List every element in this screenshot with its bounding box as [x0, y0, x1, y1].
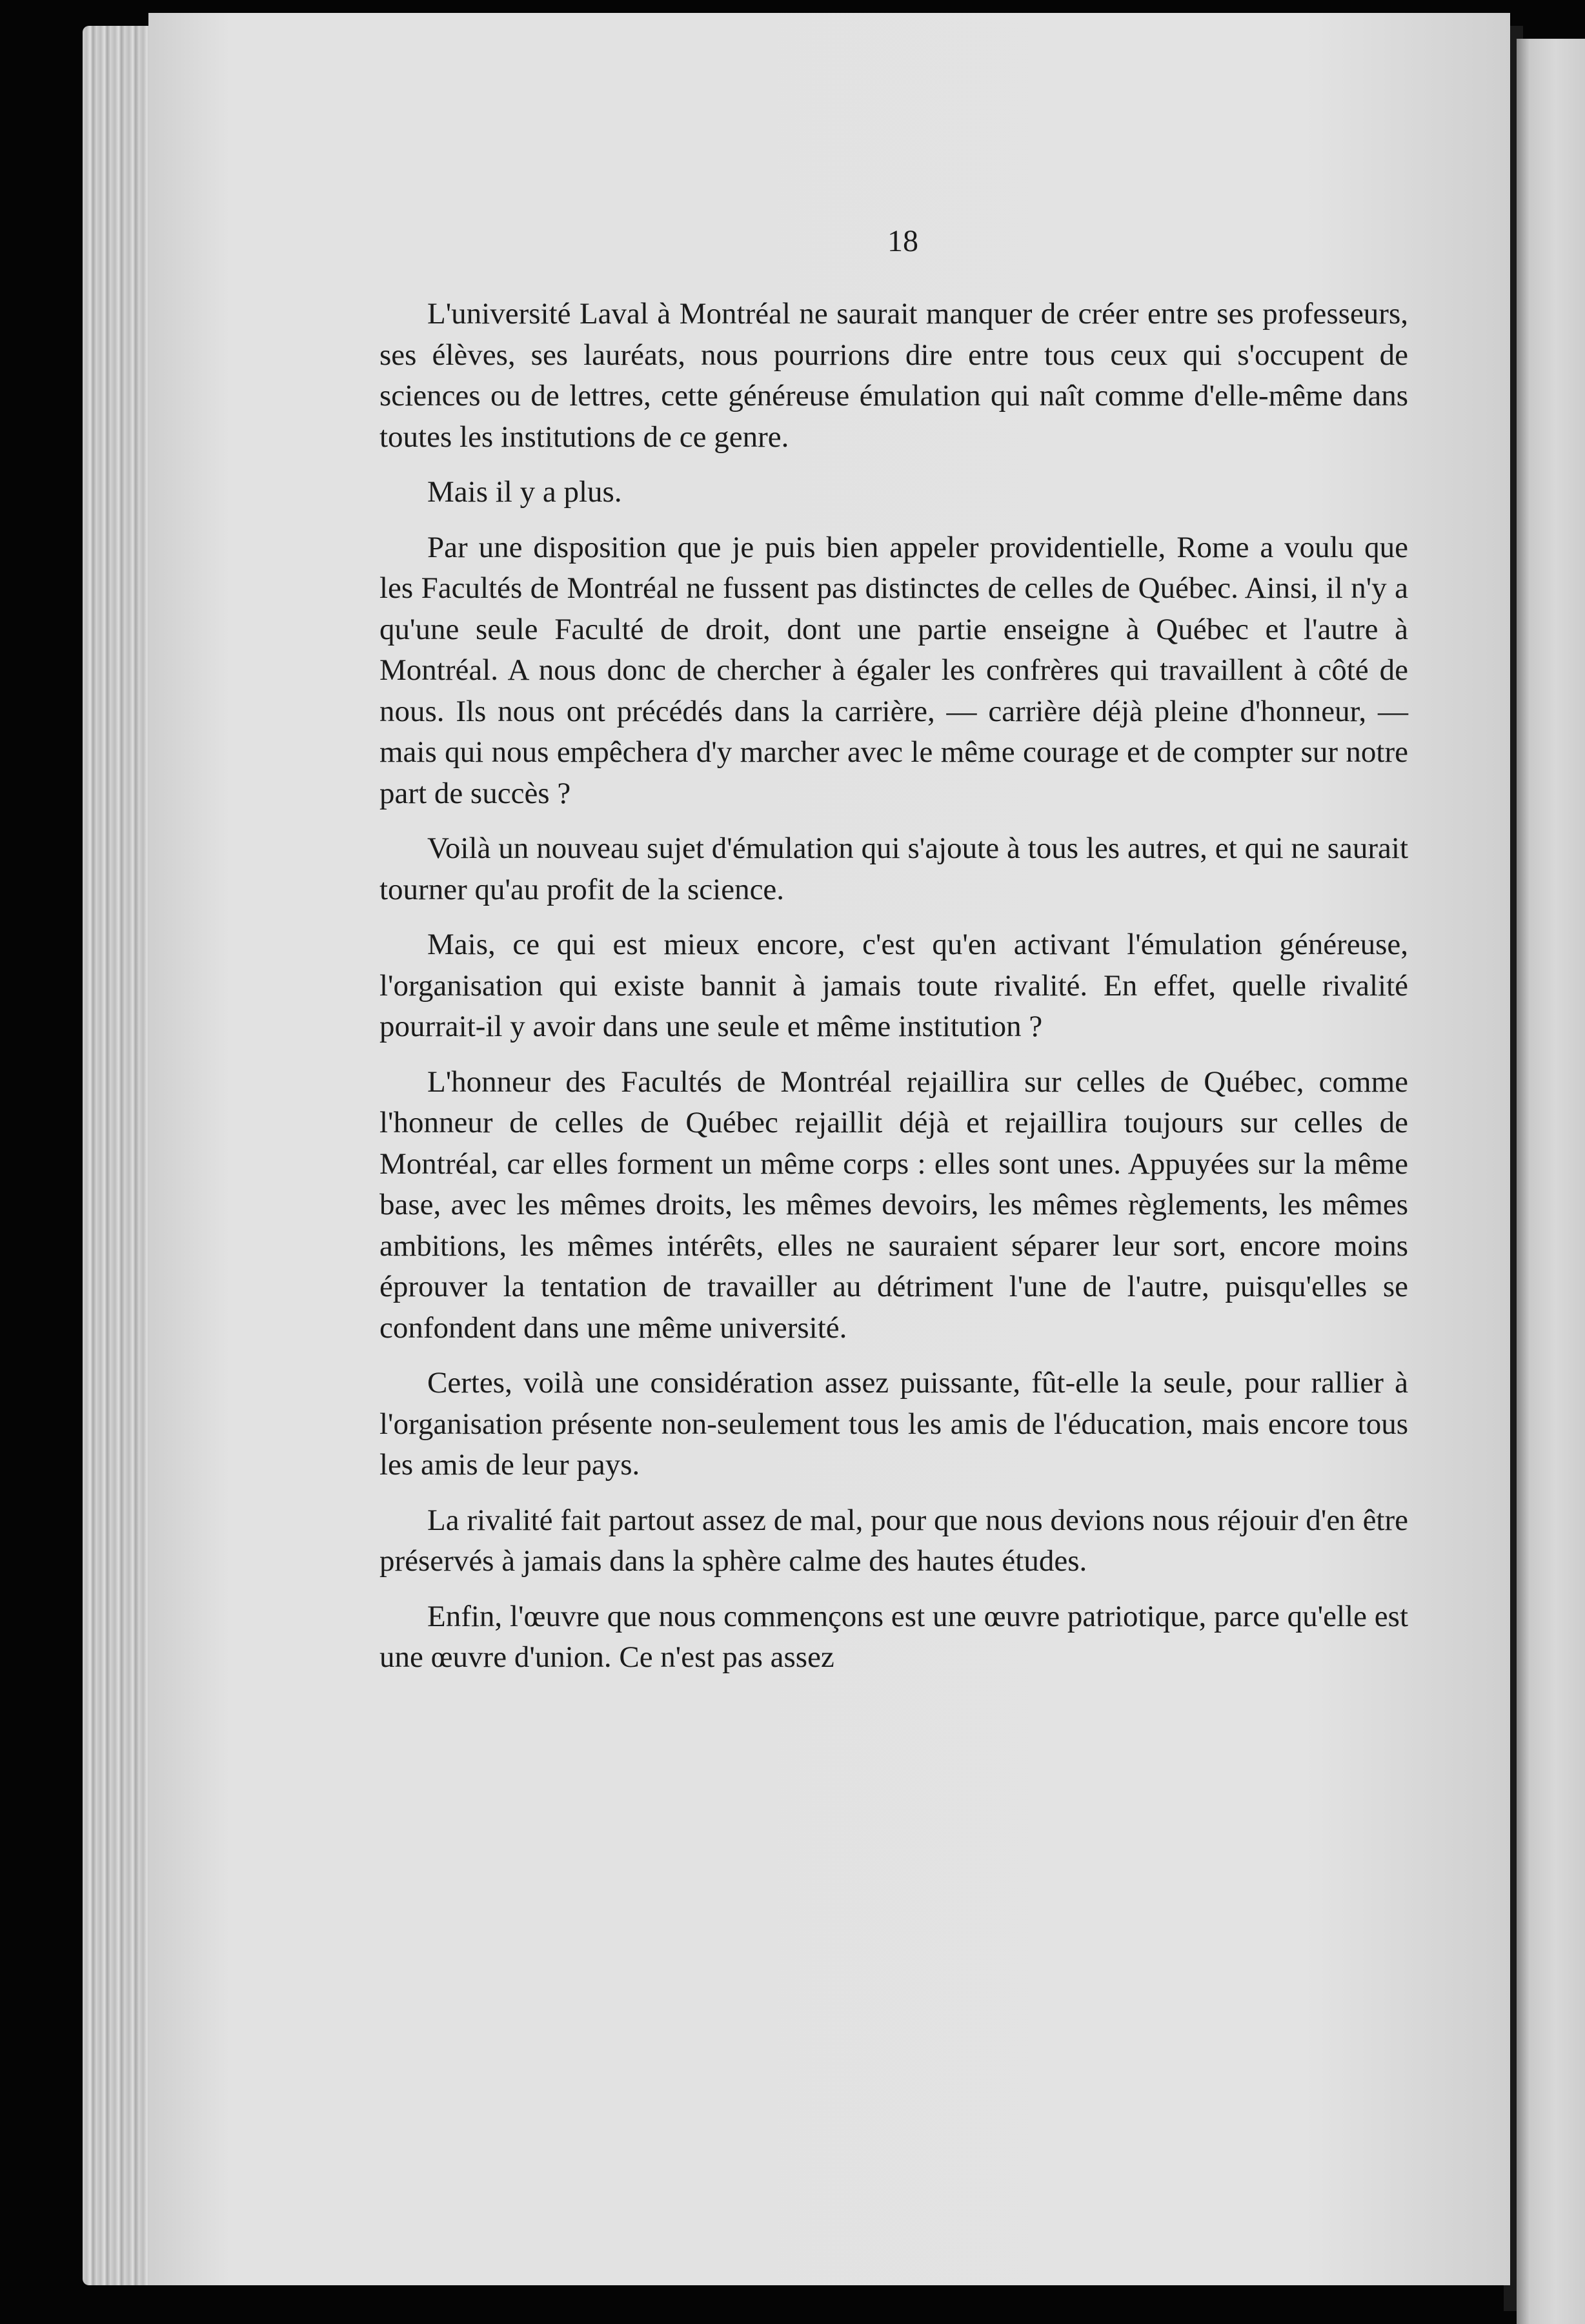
body-text [379, 294, 1408, 1693]
paragraph: Enfin, l'œuvre que nous commençons est une œuvre patriotique, parce qu'elle est une œuvre d'union. Ce n'est pas assez [379, 1599, 1408, 1674]
paragraph: Voilà un nouveau sujet d'émulation qui s'ajoute à tous les autres, et qui ne saurait tourner qu'au profit de la science. [379, 831, 1408, 906]
page-number: 18 [887, 224, 918, 258]
paragraph: Certes, voilà une considération assez puissante, fût-elle la seule, pour rallier à l'organisation présente non-seulement tous les amis de l'éducation, mais encore tous les amis de leur pays. [379, 1366, 1408, 1482]
paragraph: Par une disposition que je puis bien appeler providentielle, Rome a voulu que les Facultés de Montréal ne fussent pas distinctes de celles de Québec. Ainsi, il n'y a qu'une seule Faculté de droit, dont une partie enseigne à Québec et l'autre à Montréal. A nous donc de chercher à égaler les confrères qui travaillent à côté de nous. Ils nous ont précédés dans la carrière, — carrière déjà pleine d'honneur, — mais qui nous empêchera d'y marcher avec le même courage et de compter sur notre part de succès ? [379, 530, 1408, 810]
paragraph: L'honneur des Facultés de Montréal rejaillira sur celles de Québec, comme l'honneur de celles de Québec rejaillit déjà et rejaillira toujours sur celles de Montréal, car elles forment un même corps : elles sont unes. Appuyées sur la même base, avec les mêmes droits, les mêmes devoirs, les mêmes règlements, les mêmes ambitions, les mêmes intérêts, elles ne sauraient séparer leur sort, encore moins éprouver la tentation de travailler au détriment l'une de l'autre, puisqu'elles se confondent dans une même université. [379, 1065, 1408, 1345]
paragraph: Mais il y a plus. [427, 475, 622, 509]
paragraph: L'université Laval à Montréal ne saurait manquer de créer entre ses professeurs, ses élèves, ses lauréats, nous pourrions dire entre tous ceux qui s'occupent de sciences ou de lettres, cette généreuse émulation qui naît comme d'elle-même dans toutes les institutions de ce genre. [379, 297, 1408, 454]
facing-page-edge [1517, 39, 1585, 2324]
paragraph: La rivalité fait partout assez de mal, pour que nous devions nous réjouir d'en être préservés à jamais dans la sphère calme des hautes études. [379, 1503, 1408, 1578]
paragraph: Mais, ce qui est mieux encore, c'est qu'en activant l'émulation généreuse, l'organisation qui existe bannit à jamais toute rivalité. En effet, quelle rivalité pourrait-il y avoir dans une seule et même institution ? [379, 928, 1408, 1043]
